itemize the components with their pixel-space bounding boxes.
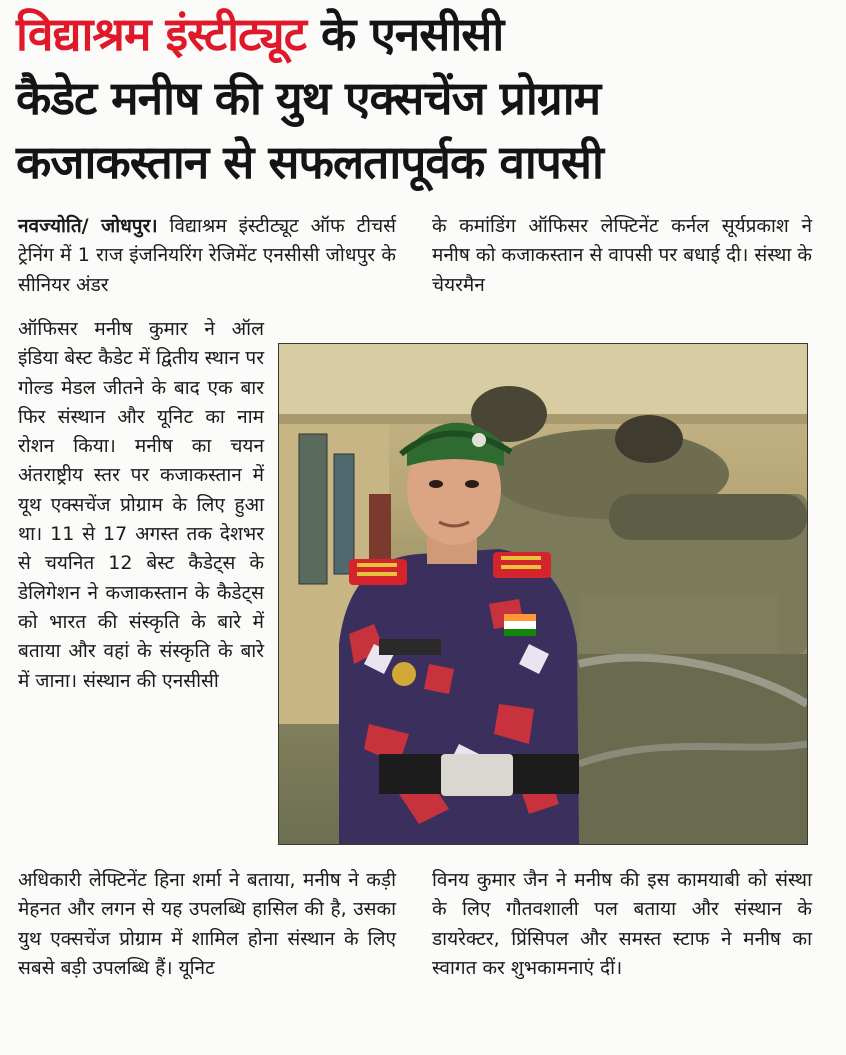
belt-buckle [441, 754, 513, 796]
headline-line-3: कजाकस्तान से सफलतापूर्वक वापसी [16, 135, 603, 189]
article-text-right-top: के कमांडिंग ऑफिसर लेफ्टिनेंट कर्नल सूर्यप्रकाश ने मनीष को कजाकस्तान से वापसी पर बधाई दी। संस्था के चेयरमैन [432, 215, 812, 296]
poster [299, 434, 327, 584]
headline-line-1-rest: के एनसीसी [305, 7, 504, 61]
article-column-right-bottom [432, 866, 812, 983]
dateline: नवज्योति/ जोधपुर। [18, 215, 158, 237]
cadet-photo [278, 343, 808, 845]
headline-accent: विद्याश्रम इंस्टीट्यूट [16, 7, 306, 61]
article-column-left-top [18, 212, 396, 300]
headline-line-1 [16, 2, 836, 66]
article-text-left-bottom: अधिकारी लेफ्टिनेंट हिना शर्मा ने बताया, मनीष ने कड़ी मेहनत और लगन से यह उपलब्धि हासिल की है, उसका युथ एक्सचेंज प्रोग्राम में शामिल होना संस्थान के लिए सबसे बड़ी उपलब्धि हैं। यूनिट [18, 869, 396, 979]
article-column-right-top [432, 212, 812, 300]
article-text-right-bottom: विनय कुमार जैन ने मनीष की इस कामयाबी को संस्था के लिए गौतवशाली पल बताया और संस्थान के डायरेक्टर, प्रिंसिपल और समस्त स्टाफ ने मनीष का स्वागत कर शुभकामनाएं दीं। [432, 869, 812, 979]
article-column-left-mid [18, 315, 264, 696]
tank-barrel [609, 494, 807, 540]
article-column-left-bottom [18, 866, 396, 983]
headline [16, 2, 836, 194]
cadet-with-tank-illustration [279, 344, 807, 844]
headline-line-2: कैडेट मनीष की युथ एक्सचेंज प्रोग्राम [16, 71, 601, 125]
article-text-left-top: विद्याश्रम इंस्टीट्यूट ऑफ टीचर्स ट्रेनिंग में 1 राज इंजनियरिंग रेजिमेंट एनसीसी जोधपुर के सीनियर अंडर [18, 215, 396, 296]
article-text-left-mid: ऑफिसर मनीष कुमार ने ऑल इंडिया बेस्ट कैडेट में द्वितीय स्थान पर गोल्ड मेडल जीतने के बाद एक बार फिर संस्थान और यूनिट का नाम रोशन किया। मनीष का चयन अंतराष्ट्रीय स्तर पर कजाकस्तान में यूथ एक्सचेंज प्रोग्राम के लिए हुआ था। 11 से 17 अगस्त तक देशभर से चयनित 12 बेस्ट कैडेट्स के डेलिगेशन ने कजाकस्तान के कैडेट्स को भारत की संस्कृति के बारे में बताया और वहां के संस्कृति के बारे में जाना। संस्थान की एनसीसी [18, 318, 264, 692]
